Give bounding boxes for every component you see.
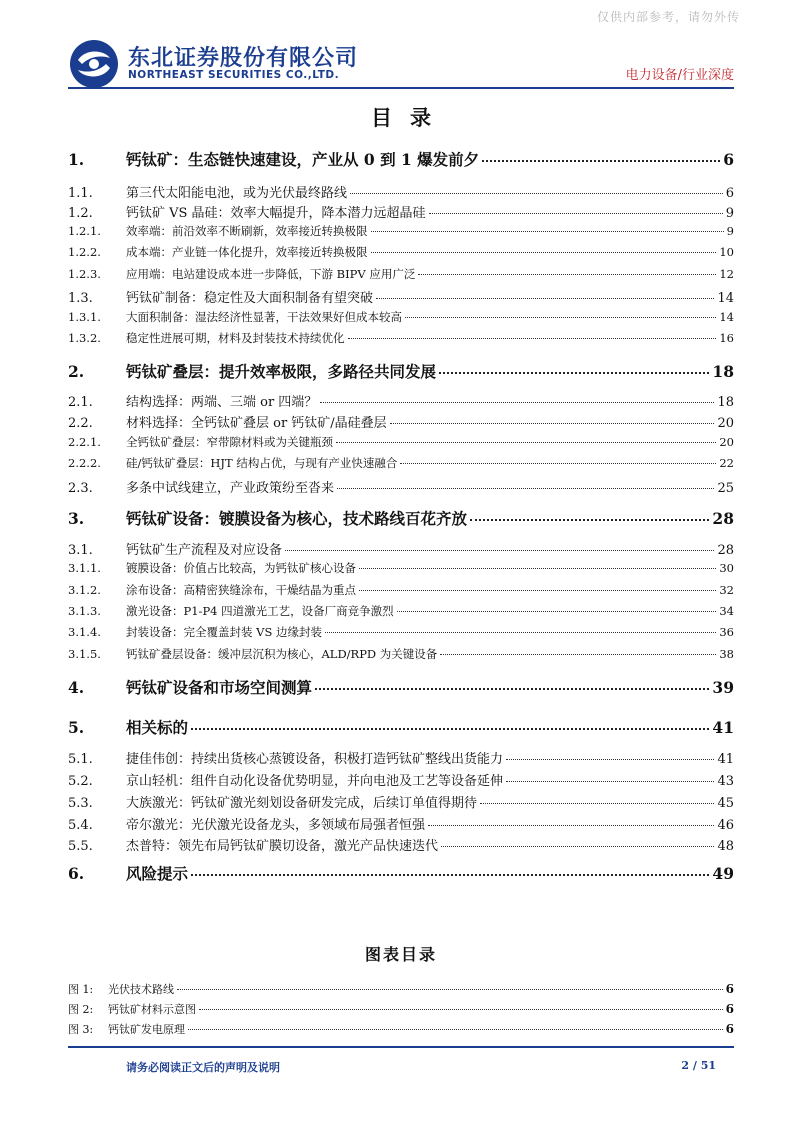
toc-leader-dots: [191, 874, 709, 876]
toc-number: 3.1.5.: [68, 647, 101, 661]
toc-entry[interactable]: [68, 603, 734, 619]
toc-number: 1.3.1.: [68, 310, 101, 324]
toc-leader-dots: [429, 213, 723, 214]
toc-page-number: 45: [717, 796, 734, 811]
toc-label: 硅/钙钛矿叠层：HJT 结构占优，与现有产业快速融合: [126, 456, 398, 470]
toc-label: 杰普特：领先布局钙钛矿膜切设备，激光产品快速迭代: [126, 839, 439, 854]
toc-leader-dots: [482, 160, 720, 162]
figure-page-number: 6: [725, 1002, 734, 1016]
figure-leader-dots: [199, 1009, 723, 1010]
toc-label: 风险提示: [126, 864, 189, 883]
toc-entry[interactable]: [68, 792, 734, 811]
watermark: 仅供内部参考，请勿外传: [596, 10, 740, 24]
toc-leader-dots: [337, 488, 714, 489]
toc-leader-dots: [418, 274, 716, 275]
toc-entry[interactable]: [68, 862, 734, 884]
toc-number: 5.1.: [68, 752, 93, 767]
figure-leader-dots: [177, 989, 723, 990]
toc-page-number: 20: [719, 435, 734, 449]
toc-number: 3.: [68, 509, 85, 528]
toc-entry[interactable]: [68, 477, 734, 496]
toc-leader-dots: [371, 231, 724, 232]
figure-leader-dots: [188, 1029, 723, 1030]
toc-title: 目录: [371, 105, 449, 130]
toc-entry[interactable]: [68, 835, 734, 854]
toc-leader-dots: [325, 632, 716, 633]
toc-page-number: 14: [717, 291, 734, 306]
page-number: 2 / 51: [681, 1059, 716, 1072]
toc-entry[interactable]: [68, 434, 734, 450]
toc-label: 材料选择：全钙钛矿叠层 or 钙钛矿/晶硅叠层: [126, 416, 387, 431]
toc-entry[interactable]: [68, 287, 734, 306]
toc-page-number: 32: [719, 583, 734, 597]
toc-label: 钙钛矿叠层：提升效率极限，多路径共同发展: [126, 362, 437, 381]
toc-entry[interactable]: [68, 539, 734, 558]
toc-entry[interactable]: [68, 148, 734, 170]
toc-label: 钙钛矿 VS 晶硅：效率大幅提升，降本潜力远超晶硅: [126, 206, 426, 221]
toc-number: 3.1.2.: [68, 583, 101, 597]
toc-page-number: 14: [719, 310, 734, 324]
toc-page-number: 43: [717, 774, 734, 789]
toc-page-number: 18: [717, 395, 734, 410]
toc-number: 1.2.: [68, 206, 93, 221]
toc-leader-dots: [359, 568, 716, 569]
toc-entry[interactable]: [68, 330, 734, 346]
toc-leader-dots: [506, 781, 714, 782]
toc-number: 2.3.: [68, 481, 93, 496]
toc-page-number: 12: [719, 267, 734, 281]
toc-label: 第三代太阳能电池，或为光伏最终路线: [126, 186, 348, 201]
toc-label: 稳定性进展可期，材料及封装技术持续优化: [126, 331, 345, 345]
toc-number: 3.1.1.: [68, 561, 101, 575]
toc-page-number: 10: [719, 245, 734, 259]
toc-entry[interactable]: [68, 360, 734, 382]
toc-label: 激光设备：P1-P4 四道激光工艺，设备厂商竞争激烈: [126, 604, 394, 618]
toc-entry[interactable]: [68, 202, 734, 221]
toc-page-number: 16: [719, 331, 734, 345]
toc-leader-dots: [191, 728, 709, 730]
toc-page-number: 18: [712, 362, 734, 381]
toc-leader-dots: [480, 803, 714, 804]
footer-divider: [68, 1046, 734, 1048]
toc-leader-dots: [428, 825, 714, 826]
toc-label: 帝尔激光：光伏激光设备龙头，多领域布局强者恒强: [126, 818, 426, 833]
toc-entry[interactable]: [68, 716, 734, 738]
toc-leader-dots: [348, 338, 717, 339]
toc-label: 应用端：电站建设成本进一步降低，下游 BIPV 应用广泛: [126, 267, 416, 281]
toc-page-number: 28: [717, 543, 734, 558]
toc-label: 钙钛矿设备和市场空间测算: [126, 678, 313, 697]
toc-page-number: 34: [719, 604, 734, 618]
toc-label: 涂布设备：高精密狭缝涂布，干燥结晶为重点: [126, 583, 356, 597]
toc-leader-dots: [439, 372, 709, 374]
toc-label: 钙钛矿叠层设备：缓冲层沉积为核心，ALD/RPD 为关键设备: [126, 647, 438, 661]
toc-entry[interactable]: [68, 507, 734, 529]
toc-entry[interactable]: [68, 309, 734, 325]
toc-number: 3.1.4.: [68, 625, 101, 639]
toc-entry[interactable]: [68, 624, 734, 640]
toc-entry[interactable]: [68, 182, 734, 201]
toc-entry[interactable]: [68, 223, 734, 239]
toc-page-number: 6: [725, 186, 734, 201]
toc-number: 1.3.: [68, 291, 93, 306]
toc-leader-dots: [390, 423, 715, 424]
toc-entry[interactable]: [68, 560, 734, 576]
toc-label: 多条中试线建立，产业政策纷至沓来: [126, 481, 335, 496]
toc-leader-dots: [376, 298, 714, 299]
toc-label: 大族激光：钙钛矿激光刻划设备研发完成，后续订单值得期待: [126, 796, 478, 811]
toc-entry[interactable]: [68, 244, 734, 260]
toc-leader-dots: [285, 550, 714, 551]
toc-leader-dots: [470, 519, 709, 521]
toc-page-number: 48: [717, 839, 734, 854]
toc-number: 3.1.3.: [68, 604, 101, 618]
figure-label: 钙钛矿材料示意图: [108, 1003, 196, 1016]
toc-label: 结构选择：两端、三端 or 四端？: [126, 395, 318, 410]
toc-number: 1.2.2.: [68, 245, 101, 259]
toc-label: 封装设备：完全覆盖封装 VS 边缘封装: [126, 625, 322, 639]
toc-number: 2.1.: [68, 395, 93, 410]
figure-page-number: 6: [725, 1022, 734, 1036]
toc-page-number: 41: [717, 752, 734, 767]
toc-leader-dots: [506, 759, 714, 760]
toc-page-number: 22: [719, 456, 734, 470]
toc-number: 5.2.: [68, 774, 93, 789]
toc-entry[interactable]: [68, 676, 734, 698]
toc-label: 全钙钛矿叠层：窄带隙材料或为关键瓶颈: [126, 435, 333, 449]
toc-page-number: 6: [723, 150, 734, 169]
toc-leader-dots: [371, 252, 717, 253]
toc-number: 6.: [68, 864, 85, 883]
figure-label: 钙钛矿发电原理: [108, 1023, 185, 1036]
toc-entry[interactable]: [68, 391, 734, 410]
toc-entry[interactable]: [68, 646, 734, 662]
toc-entry[interactable]: [68, 770, 734, 789]
toc-leader-dots: [397, 611, 717, 612]
toc-leader-dots: [320, 402, 714, 403]
toc-number: 5.: [68, 718, 85, 737]
toc-label: 捷佳伟创：持续出货核心蒸镀设备，积极打造钙钛矿整线出货能力: [126, 752, 504, 767]
toc-number: 2.2.: [68, 416, 93, 431]
figure-number: 图 1:: [68, 983, 94, 996]
toc-entry[interactable]: [68, 748, 734, 767]
toc-label: 钙钛矿：生态链快速建设，产业从 0 到 1 爆发前夕: [126, 150, 480, 169]
toc-number: 3.1.: [68, 543, 93, 558]
figure-list-title: 图表目录: [364, 945, 437, 964]
toc-page-number: 39: [712, 678, 734, 697]
toc-number: 1.2.3.: [68, 267, 101, 281]
toc-page-number: 36: [719, 625, 734, 639]
figure-number: 图 2:: [68, 1003, 94, 1016]
toc-label: 效率端：前沿效率不断刷新，效率接近转换极限: [126, 224, 368, 238]
toc-label: 镀膜设备：价值占比较高，为钙钛矿核心设备: [126, 561, 356, 575]
toc-page-number: 46: [717, 818, 734, 833]
toc-number: 5.5.: [68, 839, 93, 854]
toc-entry[interactable]: [68, 266, 734, 282]
figure-entry[interactable]: [68, 1001, 734, 1017]
toc-page-number: 41: [712, 718, 734, 737]
toc-label: 钙钛矿生产流程及对应设备: [126, 543, 283, 558]
toc-label: 钙钛矿设备：镀膜设备为核心，技术路线百花齐放: [126, 509, 468, 528]
toc-entry[interactable]: [68, 412, 734, 431]
toc-entry[interactable]: [68, 455, 734, 471]
figure-entry[interactable]: [68, 981, 734, 997]
toc-number: 1.3.2.: [68, 331, 101, 345]
figure-label: 光伏技术路线: [108, 983, 174, 996]
figure-entry[interactable]: [68, 1021, 734, 1037]
toc-leader-dots: [359, 590, 716, 591]
toc-entry[interactable]: [68, 814, 734, 833]
toc-label: 相关标的: [126, 718, 189, 737]
toc-entry[interactable]: [68, 582, 734, 598]
figure-number: 图 3:: [68, 1023, 94, 1036]
toc-leader-dots: [336, 442, 716, 443]
header-divider: [68, 87, 734, 89]
toc-leader-dots: [405, 317, 716, 318]
toc-number: 2.2.1.: [68, 435, 101, 449]
toc-number: 5.4.: [68, 818, 93, 833]
toc-leader-dots: [441, 846, 714, 847]
toc-number: 1.: [68, 150, 85, 169]
toc-label: 大面积制备：湿法经济性显著，干法效果好但成本较高: [126, 310, 402, 324]
toc-number: 1.1.: [68, 186, 93, 201]
toc-number: 2.: [68, 362, 85, 381]
toc-page-number: 9: [726, 224, 734, 238]
toc-number: 5.3.: [68, 796, 93, 811]
footer-disclaimer: 请务必阅读正文后的声明及说明: [126, 1061, 280, 1074]
toc-leader-dots: [400, 463, 716, 464]
company-logo-icon: [68, 38, 120, 90]
report-category: 电力设备/行业深度: [625, 68, 734, 83]
toc-page-number: 38: [719, 647, 734, 661]
toc-page-number: 28: [712, 509, 734, 528]
toc-page-number: 30: [719, 561, 734, 575]
company-name-cn: 东北证券股份有限公司: [128, 46, 359, 71]
toc-number: 1.2.1.: [68, 224, 101, 238]
toc-leader-dots: [315, 688, 709, 690]
toc-page-number: 25: [717, 481, 734, 496]
toc-page-number: 9: [725, 206, 734, 221]
toc-label: 成本端：产业链一体化提升，效率接近转换极限: [126, 245, 368, 259]
toc-number: 2.2.2.: [68, 456, 101, 470]
toc-label: 钙钛矿制备：稳定性及大面积制备有望突破: [126, 291, 374, 306]
toc-page-number: 20: [717, 416, 734, 431]
toc-page-number: 49: [712, 864, 734, 883]
toc-label: 京山轻机：组件自动化设备优势明显，并向电池及工艺等设备延伸: [126, 774, 504, 789]
toc-leader-dots: [350, 193, 723, 194]
figure-page-number: 6: [725, 982, 734, 996]
toc-leader-dots: [440, 654, 716, 655]
toc-number: 4.: [68, 678, 85, 697]
company-name-en: NORTHEAST SECURITIES CO.,LTD.: [128, 69, 340, 81]
